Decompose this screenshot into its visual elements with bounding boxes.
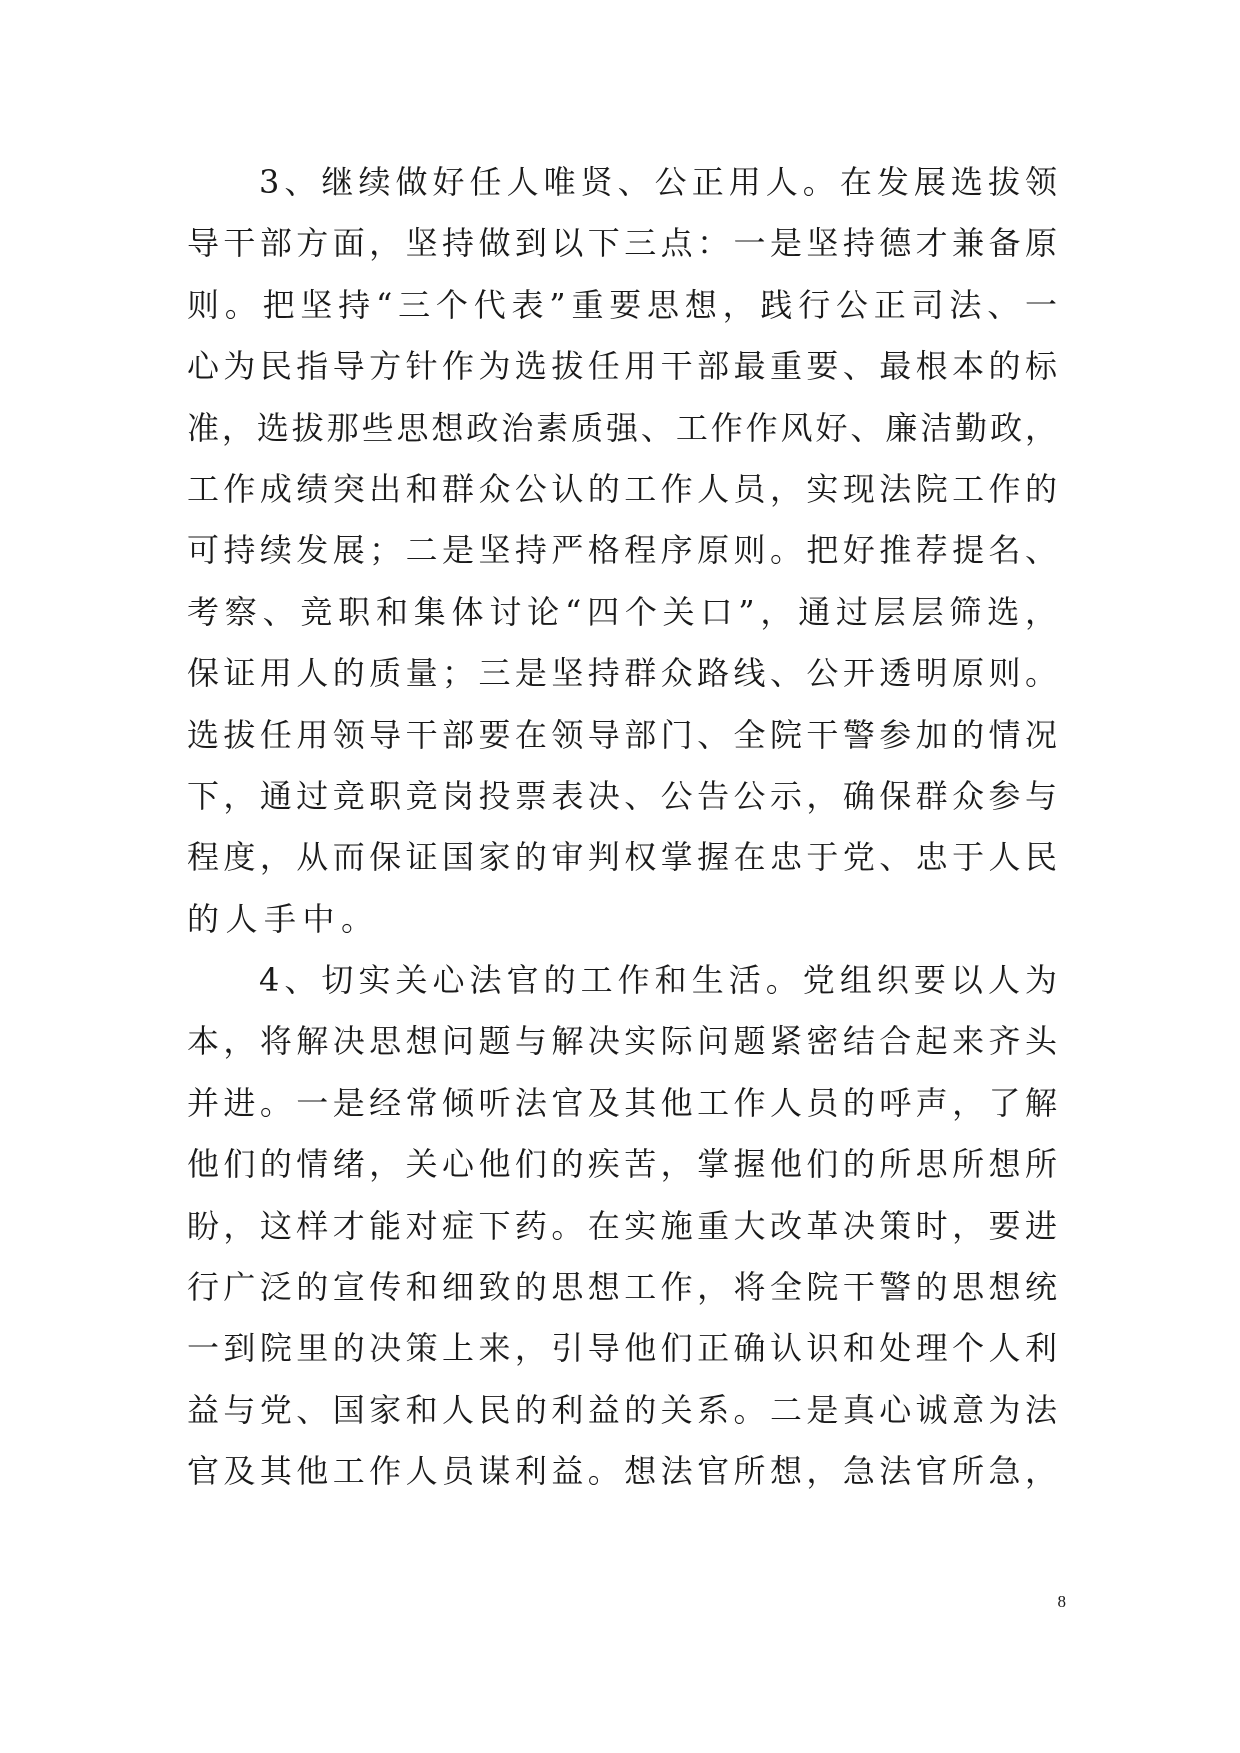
paragraph-last-line: 的人手中。: [187, 899, 380, 938]
paragraph-line: 考察、竞职和集体讨论“四个关口”，通过层层筛选，: [187, 592, 1057, 631]
body-text: [187, 152, 1057, 1503]
paragraph-line: 4、切实关心法官的工作和生活。党组织要以人为: [259, 961, 1057, 1000]
paragraph-line: 3、继续做好任人唯贤、公正用人。在发展选拔领: [259, 163, 1057, 201]
paragraph-line: 准，选拔那些思想政治素质强、工作作风好、廉洁勤政，: [187, 408, 1057, 447]
paragraph-line: 本，将解决思想问题与解决实际问题紧密结合起来齐头: [187, 1022, 1057, 1061]
paragraph-line: 选拔任用领导干部要在领导部门、全院干警参加的情况: [187, 715, 1057, 754]
paragraph-line: 工作成绩突出和群众公认的工作人员，实现法院工作的: [187, 469, 1057, 508]
paragraph-line: 一到院里的决策上来，引导他们正确认识和处理个人利: [187, 1329, 1057, 1368]
paragraph-line: 他们的情绪，关心他们的疾苦，掌握他们的所思所想所: [187, 1145, 1057, 1184]
paragraph-line: 盼，这样才能对症下药。在实施重大改革决策时，要进: [187, 1206, 1057, 1245]
paragraph-line: 则。把坚持“三个代表”重要思想，践行公正司法、一: [187, 285, 1057, 324]
paragraph-line: 行广泛的宣传和细致的思想工作，将全院干警的思想统: [187, 1268, 1057, 1307]
paragraph-line: 下，通过竞职竞岗投票表决、公告公示，确保群众参与: [187, 776, 1057, 815]
paragraph-line: 程度，从而保证国家的审判权掌握在忠于党、忠于人民: [187, 838, 1057, 877]
paragraph-line: 官及其他工作人员谋利益。想法官所想，急法官所急，: [187, 1452, 1057, 1491]
paragraph-line: 导干部方面，坚持做到以下三点：一是坚持德才兼备原: [187, 224, 1057, 263]
paragraph-line: 益与党、国家和人民的利益的关系。二是真心诚意为法: [187, 1390, 1057, 1429]
paragraph-line: 并进。一是经常倾听法官及其他工作人员的呼声，了解: [187, 1083, 1057, 1122]
paragraph-line: 心为民指导方针作为选拔任用干部最重要、最根本的标: [187, 347, 1057, 386]
paragraph-line: 可持续发展；二是坚持严格程序原则。把好推荐提名、: [187, 531, 1057, 570]
page-number: 8: [1057, 1592, 1066, 1611]
paragraph-line: 保证用人的质量；三是坚持群众路线、公开透明原则。: [187, 654, 1057, 693]
